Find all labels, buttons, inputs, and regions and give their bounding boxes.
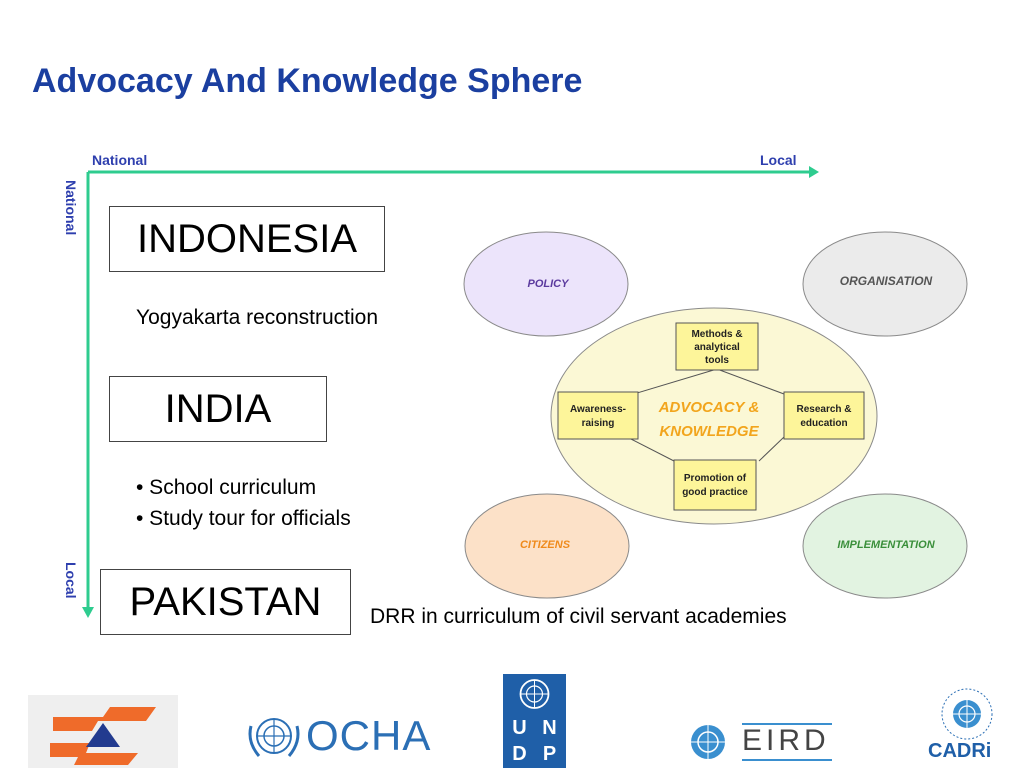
research-label-line2: education [800, 418, 848, 429]
undp-logo [503, 674, 566, 768]
policy-label: POLICY [527, 278, 569, 290]
promotion-box [674, 460, 756, 510]
indonesia-note: Yogyakarta reconstruction [136, 306, 379, 329]
country-box-india: INDIA [109, 376, 327, 442]
citizens-label: CITIZENS [519, 539, 571, 551]
methods-label-line3: tools [705, 355, 729, 366]
undp-letter-n: N [542, 717, 557, 739]
awareness-label-line1: Awareness- [570, 404, 626, 415]
center-label-line2: KNOWLEDGE [659, 423, 759, 440]
country-box-pakistan: PAKISTAN [100, 569, 351, 635]
axis-label-local-right: Local [760, 152, 797, 168]
organisation-label: ORGANISATION [839, 274, 933, 288]
research-label-line1: Research & [796, 404, 852, 415]
methods-label-line1: Methods & [691, 329, 743, 340]
eird-lines-icon [742, 722, 832, 762]
horizontal-axis-arrow [809, 166, 819, 178]
un-emblem-icon [245, 712, 305, 768]
undp-emblem-icon [503, 674, 566, 714]
center-label-line1: ADVOCACY & [658, 399, 760, 416]
slide-title: Advocacy And Knowledge Sphere [32, 62, 583, 100]
eird-un-emblem-icon [682, 718, 734, 766]
ocha-logo-text: OCHA [306, 712, 432, 759]
implementation-label: IMPLEMENTATION [837, 539, 935, 551]
undp-letter-p: P [542, 743, 557, 765]
india-note-study-tour: • Study tour for officials [136, 507, 351, 530]
awareness-label-line2: raising [581, 418, 615, 429]
promotion-label-line2: good practice [682, 487, 748, 498]
axis-label-national-top: National [92, 152, 148, 168]
pakistan-note: DRR in curriculum of civil servant academies [370, 605, 787, 628]
country-box-indonesia: INDONESIA [109, 206, 385, 272]
methods-label-line2: analytical [694, 342, 740, 353]
adpc-logo-mark-icon [28, 695, 178, 768]
axis-label-national-left: National [63, 180, 79, 236]
undp-letter-d: D [512, 743, 527, 765]
promotion-label-line1: Promotion of [683, 473, 747, 484]
india-note-school: • School curriculum [136, 476, 317, 499]
vertical-axis-arrow [82, 607, 94, 618]
eird-logo-text: EIRD [742, 724, 830, 757]
research-box [784, 392, 864, 439]
undp-letter-u: U [512, 717, 527, 739]
axis-label-local-left: Local [63, 562, 79, 599]
logos-row [0, 668, 1024, 768]
adpc-logo [28, 695, 178, 768]
advocacy-knowledge-diagram [452, 222, 982, 607]
cadri-logo-text: CADRi [928, 740, 992, 762]
cadri-emblem-icon [932, 684, 1002, 744]
awareness-box [558, 392, 638, 439]
